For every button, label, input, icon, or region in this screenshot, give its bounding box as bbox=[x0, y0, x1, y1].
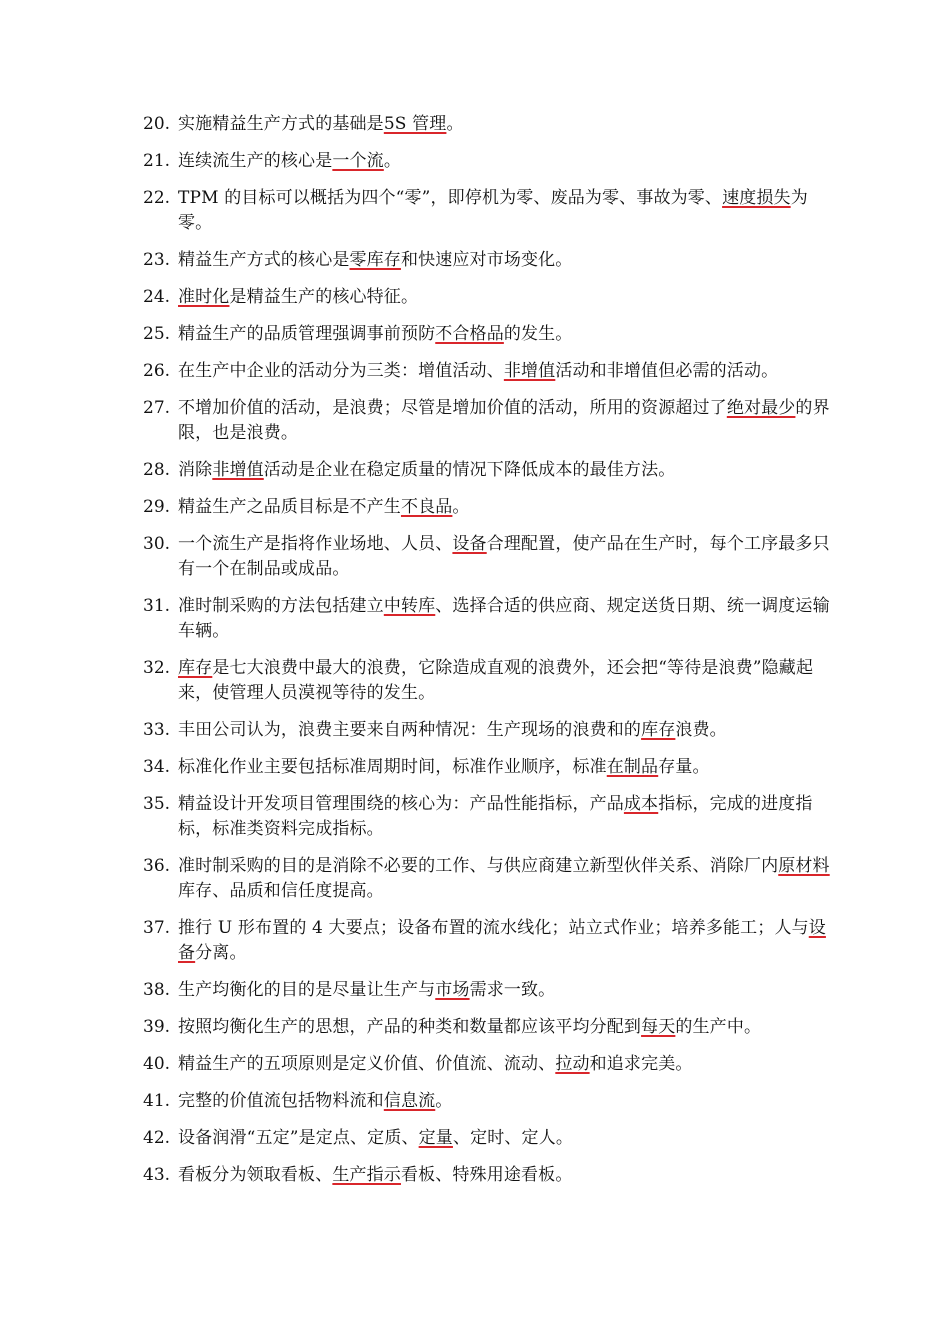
item-text bbox=[178, 916, 833, 966]
text-segment: 的界限，也是浪费。 bbox=[178, 398, 830, 443]
answer-underlined: 准时化 bbox=[178, 287, 230, 307]
answer-underlined: 原材料 bbox=[778, 856, 830, 876]
text-segment: 精益设计开发项目管理围绕的核心为：产品性能指标，产品 bbox=[178, 794, 624, 814]
list-item bbox=[143, 396, 833, 446]
text-segment: 连续流生产的核心是 bbox=[178, 151, 333, 171]
list-item bbox=[143, 854, 833, 904]
item-number: 33. bbox=[143, 720, 171, 740]
text-segment: 看板、特殊用途看板。 bbox=[400, 1165, 573, 1185]
text-segment: 精益生产方式的核心是 bbox=[178, 250, 350, 270]
list-item bbox=[143, 594, 833, 644]
text-segment: 。 bbox=[383, 151, 401, 171]
list-item bbox=[143, 656, 833, 706]
list-item bbox=[143, 149, 833, 174]
item-number: 29. bbox=[143, 497, 171, 517]
text-segment: 是精益生产的核心特征。 bbox=[229, 287, 419, 307]
item-number: 31. bbox=[143, 596, 171, 616]
text-segment: TPM 的目标可以概括为四个“零”，即停机为零、废品为零、事故为零、 bbox=[178, 188, 723, 208]
answer-underlined: 成本 bbox=[623, 794, 659, 814]
text-segment: 按照均衡化生产的思想，产品的种类和数量都应该平均分配到 bbox=[178, 1017, 642, 1037]
text-segment: 、选择合适的供应商、规定送货日期、统一调度运输车辆。 bbox=[178, 596, 830, 641]
list-item bbox=[143, 532, 833, 582]
list-item bbox=[143, 112, 833, 137]
text-segment: 。 bbox=[452, 497, 470, 517]
item-text bbox=[178, 1163, 833, 1188]
item-text bbox=[178, 458, 833, 483]
text-segment: 合理配置，使产品在生产时，每个工序最多只有一个在制品或成品。 bbox=[178, 534, 830, 579]
text-segment: 的发生。 bbox=[503, 324, 573, 344]
text-segment: 一个流生产是指将作业场地、人员、 bbox=[178, 534, 453, 554]
text-segment: 浪费。 bbox=[675, 720, 727, 740]
list-item bbox=[143, 718, 833, 743]
text-segment: 生产均衡化的目的是尽量让生产与 bbox=[178, 980, 436, 1000]
item-text bbox=[178, 1089, 833, 1114]
text-segment: 消除 bbox=[178, 460, 213, 480]
answer-underlined: 设备 bbox=[178, 918, 826, 963]
item-number: 21. bbox=[143, 151, 171, 171]
list-item bbox=[143, 322, 833, 347]
answer-underlined: 中转库 bbox=[383, 596, 436, 616]
item-text bbox=[178, 978, 833, 1003]
text-segment: 存量。 bbox=[658, 757, 710, 777]
item-number: 34. bbox=[143, 757, 171, 777]
list-item bbox=[143, 916, 833, 966]
text-segment: 活动是企业在稳定质量的情况下降低成本的最佳方法。 bbox=[263, 460, 676, 480]
text-segment: 完整的价值流包括物料流和 bbox=[178, 1091, 384, 1111]
item-number: 39. bbox=[143, 1017, 171, 1037]
answer-underlined: 每天 bbox=[641, 1017, 676, 1037]
text-segment: 看板分为领取看板、 bbox=[178, 1165, 333, 1185]
answer-underlined: 生产指示 bbox=[332, 1165, 401, 1185]
item-text bbox=[178, 1126, 833, 1151]
answer-underlined: 一个流 bbox=[332, 151, 384, 171]
text-segment: 标准化作业主要包括标准周期时间，标准作业顺序，标准 bbox=[178, 757, 607, 777]
text-segment: 精益生产之品质目标是不产生 bbox=[178, 497, 401, 517]
item-number: 22. bbox=[143, 188, 171, 208]
item-number: 23. bbox=[143, 250, 171, 270]
answer-underlined: 库存 bbox=[178, 658, 213, 678]
item-number: 38. bbox=[143, 980, 171, 1000]
text-segment: 、定时、定人。 bbox=[452, 1128, 574, 1148]
item-number: 40. bbox=[143, 1054, 171, 1074]
item-number: 32. bbox=[143, 658, 171, 678]
text-segment: 的生产中。 bbox=[675, 1017, 762, 1037]
text-segment: 指标，完成的进度指标，标准类资料完成指标。 bbox=[178, 794, 813, 839]
item-number: 41. bbox=[143, 1091, 171, 1111]
text-segment: 。 bbox=[435, 1091, 453, 1111]
item-text bbox=[178, 1052, 833, 1077]
list-item bbox=[143, 1052, 833, 1077]
text-segment: 丰田公司认为，浪费主要来自两种情况：生产现场的浪费和的 bbox=[178, 720, 642, 740]
item-number: 43. bbox=[143, 1165, 171, 1185]
answer-underlined: 市场 bbox=[435, 980, 470, 1000]
answer-underlined: 设备 bbox=[452, 534, 487, 554]
list-item bbox=[143, 495, 833, 520]
item-number: 30. bbox=[143, 534, 171, 554]
answer-underlined: 不良品 bbox=[400, 497, 453, 517]
answer-underlined: 库存 bbox=[641, 720, 676, 740]
answer-underlined: 定量 bbox=[418, 1128, 453, 1148]
item-text bbox=[178, 755, 833, 780]
answer-underlined: 非增值 bbox=[212, 460, 264, 480]
item-text bbox=[178, 792, 833, 842]
item-text bbox=[178, 656, 833, 706]
answer-underlined: 非增值 bbox=[503, 361, 556, 381]
item-text bbox=[178, 322, 833, 347]
list-item bbox=[143, 186, 833, 236]
item-text bbox=[178, 112, 833, 137]
text-segment: 不增加价值的活动，是浪费；尽管是增加价值的活动，所用的资源超过了 bbox=[178, 398, 727, 418]
item-text bbox=[178, 1015, 833, 1040]
item-number: 35. bbox=[143, 794, 171, 814]
list-item bbox=[143, 359, 833, 384]
text-segment: 推行 U 形布置的 4 大要点；设备布置的流水线化；站立式作业；培养多能工；人与 bbox=[178, 918, 809, 938]
answer-underlined: 绝对最少 bbox=[726, 398, 796, 418]
item-number: 28. bbox=[143, 460, 171, 480]
item-text bbox=[178, 532, 833, 582]
text-segment: 。 bbox=[446, 114, 464, 134]
list-item bbox=[143, 1089, 833, 1114]
text-segment: 和快速应对市场变化。 bbox=[400, 250, 573, 270]
text-segment: 分离。 bbox=[195, 943, 247, 963]
item-number: 37. bbox=[143, 918, 171, 938]
item-number: 25. bbox=[143, 324, 171, 344]
list-item bbox=[143, 285, 833, 310]
text-segment: 设备润滑“五定”是定点、定质、 bbox=[178, 1128, 419, 1148]
text-segment: 准时制采购的方法包括建立 bbox=[178, 596, 384, 616]
answer-underlined: 拉动 bbox=[555, 1054, 590, 1074]
list-item bbox=[143, 1163, 833, 1188]
item-text bbox=[178, 718, 833, 743]
text-segment: 准时制采购的目的是消除不必要的工作、与供应商建立新型伙伴关系、消除厂内 bbox=[178, 856, 779, 876]
item-text bbox=[178, 396, 833, 446]
question-list bbox=[143, 112, 833, 1200]
text-segment: 精益生产的品质管理强调事前预防 bbox=[178, 324, 436, 344]
list-item bbox=[143, 1126, 833, 1151]
text-segment: 是七大浪费中最大的浪费，它除造成直观的浪费外，还会把“等待是浪费”隐藏起来，使管理人员漠视等待的发生。 bbox=[178, 658, 814, 703]
text-segment: 和追求完美。 bbox=[589, 1054, 693, 1074]
item-number: 24. bbox=[143, 287, 171, 307]
text-segment: 精益生产的五项原则是定义价值、价值流、流动、 bbox=[178, 1054, 556, 1074]
list-item bbox=[143, 248, 833, 273]
item-text bbox=[178, 594, 833, 644]
list-item bbox=[143, 755, 833, 780]
text-segment: 活动和非增值但必需的活动。 bbox=[555, 361, 779, 381]
answer-underlined: 不合格品 bbox=[435, 324, 504, 344]
item-text bbox=[178, 149, 833, 174]
list-item bbox=[143, 458, 833, 483]
item-number: 42. bbox=[143, 1128, 171, 1148]
text-segment: 实施精益生产方式的基础是 bbox=[178, 114, 384, 134]
item-number: 36. bbox=[143, 856, 171, 876]
text-segment: 需求一致。 bbox=[469, 980, 556, 1000]
item-text bbox=[178, 854, 833, 904]
item-text bbox=[178, 186, 833, 236]
item-number: 20. bbox=[143, 114, 171, 134]
text-segment: 在生产中企业的活动分为三类：增值活动、 bbox=[178, 361, 504, 381]
text-segment: 为零。 bbox=[178, 188, 808, 233]
list-item bbox=[143, 792, 833, 842]
item-text bbox=[178, 359, 833, 384]
answer-underlined: 速度损失 bbox=[722, 188, 791, 208]
item-text bbox=[178, 285, 833, 310]
item-text bbox=[178, 495, 833, 520]
item-text bbox=[178, 248, 833, 273]
list-item bbox=[143, 978, 833, 1003]
text-segment: 库存、品质和信任度提高。 bbox=[178, 881, 384, 901]
answer-underlined: 在制品 bbox=[606, 757, 659, 777]
item-number: 26. bbox=[143, 361, 171, 381]
item-number: 27. bbox=[143, 398, 171, 418]
answer-underlined: 零库存 bbox=[349, 250, 401, 270]
answer-underlined: 信息流 bbox=[383, 1091, 436, 1111]
answer-underlined: 5S 管理 bbox=[383, 114, 447, 134]
list-item bbox=[143, 1015, 833, 1040]
